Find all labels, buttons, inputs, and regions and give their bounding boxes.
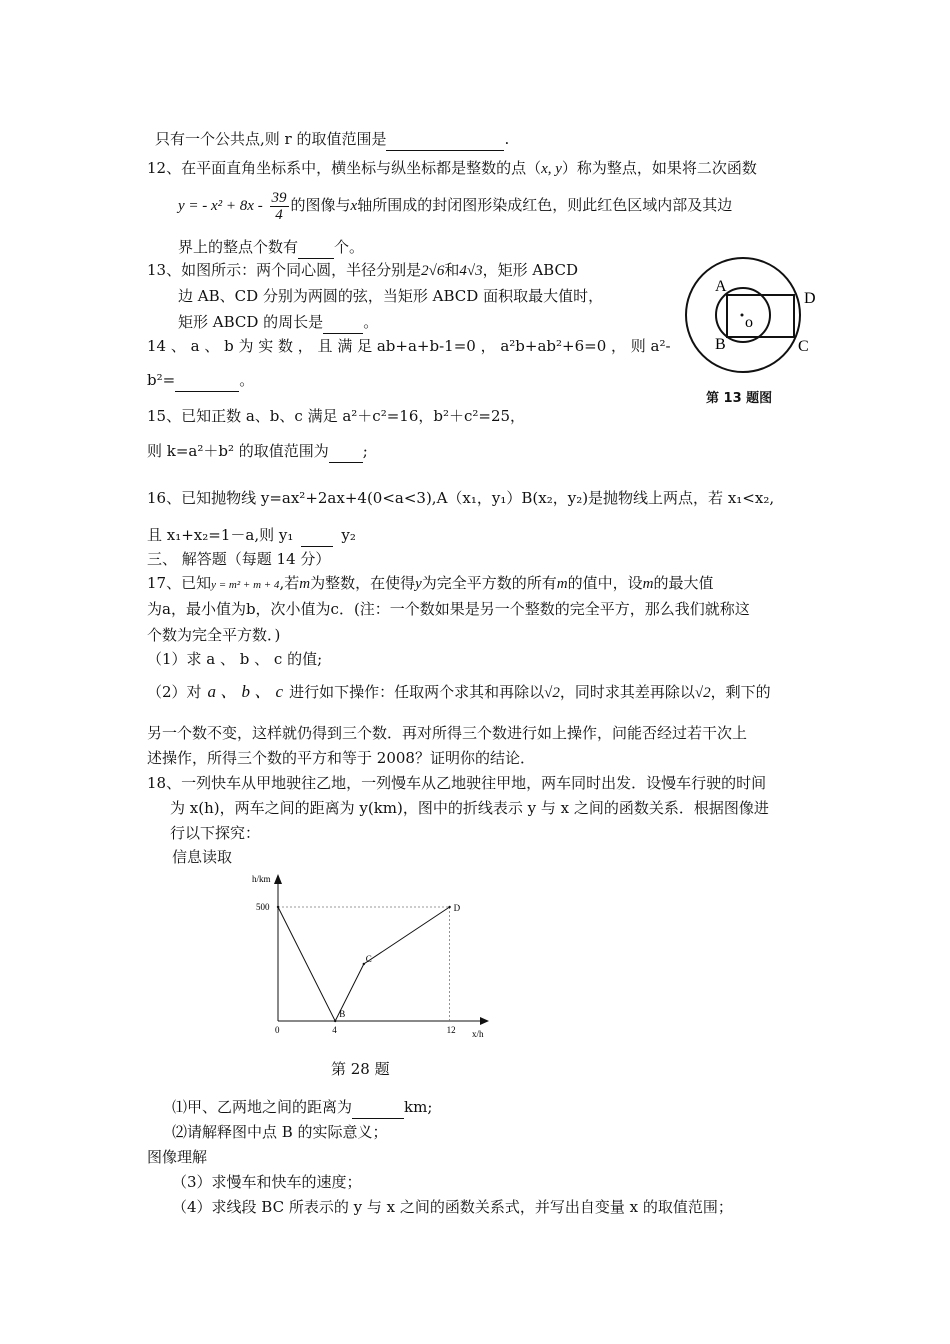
label-c: C — [798, 338, 809, 355]
answer-blank[interactable] — [386, 128, 504, 151]
q18-part1: ⑴甲、乙两地之间的距离为 km; — [172, 1096, 432, 1119]
sqrt-2: √2 — [544, 685, 560, 701]
label-o: o — [745, 314, 753, 331]
x-tick-label: 12 — [446, 1025, 456, 1035]
q17-line6: 另一个数不变，这样就仍得到三个数．再对所得三个数进行如上操作，问能否经过若干次上 — [147, 724, 748, 742]
answer-blank[interactable] — [298, 236, 334, 259]
q17-line7: 述操作，所得三个数的平方和等于 2008？证明你的结论． — [147, 749, 535, 767]
data-point — [277, 906, 279, 908]
figure-13-caption: 第 13 题图 — [706, 391, 773, 406]
x-tick-label: 0 — [275, 1025, 280, 1035]
distance-time-chart — [240, 868, 500, 1048]
q18-part4: （4）求线段 BC 所表示的 y 与 x 之间的函数关系式，并写出自变量 x 的取值范围； — [172, 1198, 733, 1216]
data-point — [363, 963, 365, 965]
concentric-circles-figure — [670, 255, 830, 385]
q18-part2: ⑵请解释图中点 B 的实际意义； — [172, 1123, 388, 1141]
section-3-heading: 三、 解答题（每题 14 分） — [147, 550, 331, 568]
answer-blank[interactable] — [301, 524, 333, 547]
point-label-b: B — [339, 1009, 346, 1019]
y-tick-label: 500 — [256, 902, 270, 912]
chart-caption: 第 28 题 — [331, 1060, 390, 1078]
q11-tail: 只有一个公共点,则 r 的取值范围是 . — [155, 128, 509, 151]
radius-2: 4√3 — [459, 263, 483, 279]
label-d: D — [804, 290, 816, 307]
q18-subheading-info: 信息读取 — [172, 848, 233, 866]
q13-line2: 边 AB、CD 分别为两圆的弦，当矩形 ABCD 面积取最大值时， — [178, 287, 604, 305]
point-label-d: D — [453, 903, 461, 913]
answer-blank[interactable] — [323, 311, 363, 334]
q18-part3: （3）求慢车和快车的速度； — [172, 1173, 362, 1191]
fraction-39-4: $\frac{39}{4}$ — [271, 189, 287, 223]
point-label-c: C — [365, 954, 372, 964]
q15-line1: 15、已知正数 a、b、c 满足 a²＋c²=16，b²＋c²=25， — [147, 407, 526, 425]
q14-line1: 14 、 a 、 b 为 实 数 ， 且 满 足 ab+a+b-1=0 ， a²b+ab²+6=0 ， 则 a²- — [147, 337, 671, 355]
q16-line2: 且 x₁+x₂=1－a,则 y₁ y₂ — [147, 524, 356, 547]
x-axis-label: x/h — [472, 1029, 484, 1039]
q18-line2: 为 x(h)，两车之间的距离为 y(km)，图中的折线表示 y 与 x 之间的函数关系．根据图像进 — [170, 799, 769, 817]
answer-blank[interactable] — [175, 369, 239, 392]
y-axis-label: h/km — [252, 874, 271, 884]
answer-blank[interactable] — [329, 440, 363, 463]
q12-line1: 12、在平面直角坐标系中，横坐标与纵坐标都是整数的点（x, y）称为整点，如果将二次函数 — [147, 159, 757, 177]
q12-line3: 界上的整点个数有 个。 — [178, 236, 364, 259]
q13-line3: 矩形 ABCD 的周长是 。 — [178, 311, 378, 334]
q18-line1: 18、一列快车从甲地驶往乙地，一列慢车从乙地驶往甲地，两车同时出发．设慢车行驶的时间 — [147, 774, 767, 792]
y-axis-arrow — [274, 874, 282, 884]
label-a: A — [715, 278, 727, 295]
rectangle-abcd — [727, 295, 794, 337]
q12-line2: y = - x² + 8x - $\frac{39}{4}$ 的图像与x轴所围成的封闭图形染成红色，则此红色区域内部及其边 — [178, 189, 733, 223]
quadratic-formula: y = - x² + 8x - — [178, 198, 263, 214]
q15-line2: 则 k=a²＋b² 的取值范围为 ; — [147, 440, 368, 463]
answer-blank[interactable] — [352, 1096, 404, 1119]
q18-subheading-image: 图像理解 — [147, 1148, 208, 1166]
q13-line1: 13、如图所示：两个同心圆，半径分别是2√6和4√3，矩形 ABCD — [147, 261, 578, 279]
center-point — [741, 314, 744, 317]
data-point — [334, 1020, 336, 1022]
q17-line1: 17、已知y = m² + m + 4,若m为整数，在使得y为完全平方数的所有m的值中，设m的最大值 — [147, 574, 714, 592]
x-axis-arrow — [480, 1017, 489, 1025]
q17-line3: 个数为完全平方数．) — [147, 626, 281, 644]
q14-line2: b²= 。 — [147, 369, 254, 392]
label-b: B — [715, 336, 726, 353]
q17-line2: 为a，最小值为b，次小值为c．(注：一个数如果是另一个整数的完全平方，那么我们就称这 — [147, 600, 750, 618]
q17-part1: （1）求 a 、 b 、 c 的值; — [147, 650, 323, 668]
q16-line1: 16、已知抛物线 y=ax²+2ax+4(0<a<3),A（x₁，y₁）B(x₂，y₂)是抛物线上两点，若 x₁<x₂, — [147, 489, 775, 507]
q17-formula: y = m² + m + 4 — [211, 579, 280, 591]
q18-line3: 行以下探究： — [170, 824, 261, 842]
radius-1: 2√6 — [421, 263, 445, 279]
q17-part2: （2）对 a 、 b 、 c 进行如下操作：任取两个求其和再除以√2，同时求其差再除以√2，剩下的 — [147, 682, 771, 701]
data-point — [448, 906, 450, 908]
sqrt-2: √2 — [694, 685, 711, 701]
x-tick-label: 4 — [332, 1025, 337, 1035]
